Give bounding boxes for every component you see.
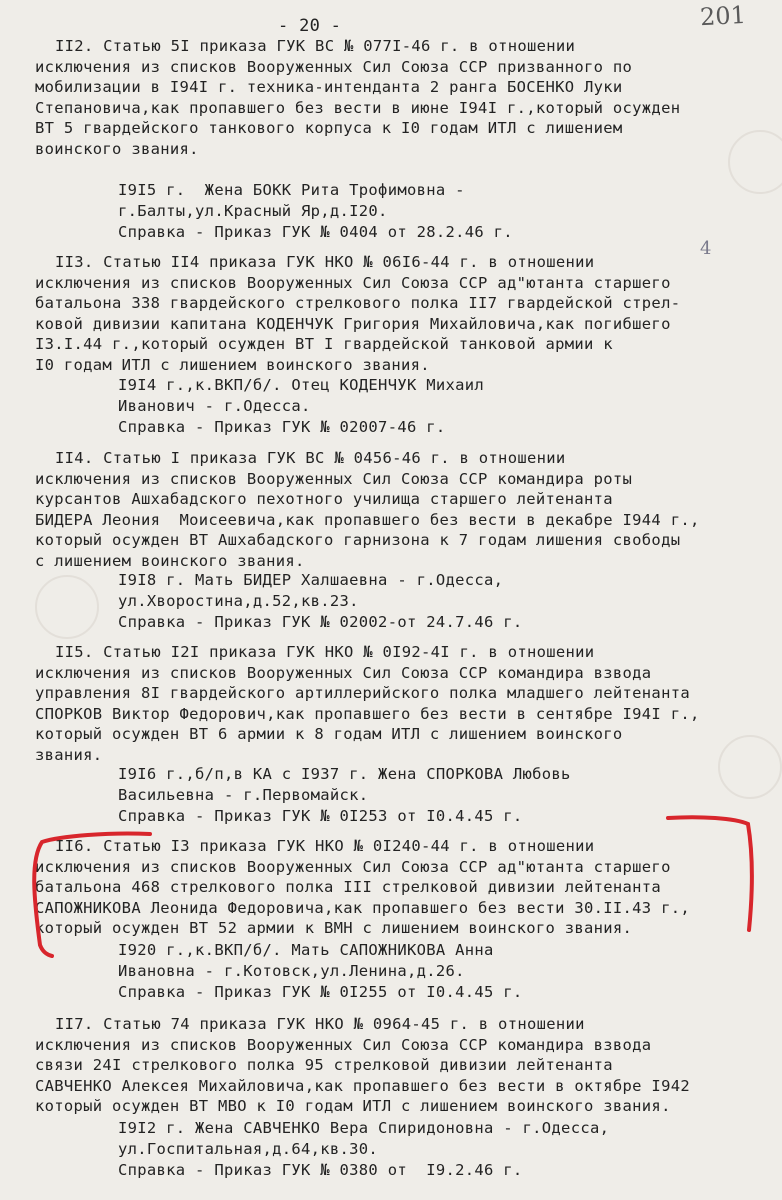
watermark-stamp	[35, 575, 99, 639]
entry-paragraph-line: воинского звания.	[35, 140, 199, 158]
entry-detail-line: I9I5 г. Жена БОКК Рита Трофимовна -	[118, 181, 465, 199]
entry-detail-line: Справка - Приказ ГУК № 0I253 от I0.4.45 г.	[118, 806, 523, 825]
entry-detail-line: Справка - Приказ ГУК № 02007-46 г.	[118, 417, 446, 436]
entry-paragraph-line: БИДЕРА Леония Моисеевича,как пропавшего без вести в декабре I944 г.,	[35, 510, 700, 529]
margin-mark-handwritten: 4	[700, 238, 712, 259]
entry-paragraph-line: исключения из списков Вооруженных Сил Союза ССР призванного по	[35, 57, 633, 76]
watermark-stamp	[718, 735, 782, 799]
entry-paragraph-line: I0 годам ИТЛ с лишением воинского звания.	[35, 356, 430, 374]
entry-paragraph-line: батальона 468 стрелкового полка III стрелковой дивизии лейтенанта	[35, 878, 662, 897]
entry-paragraph-line: II6. Статью I3 приказа ГУК НКО № 0I240-44 г. в отношении	[55, 837, 595, 855]
entry-paragraph-line: управления 8I гвардейского артиллерийского полка младшего лейтенанта	[35, 684, 690, 703]
entry-paragraph-line: II3. Статью II4 приказа ГУК НКО № 06I6-44 г. в отношении	[55, 253, 595, 271]
entry-detail-line: Иванович - г.Одесса.	[118, 396, 311, 415]
entry-detail-line: Справка - Приказ ГУК № 02002-от 24.7.46 г.	[118, 612, 523, 631]
entry-detail-line: Справка - Приказ ГУК № 0404 от 28.2.46 г.	[118, 222, 513, 241]
entry-paragraph-line: связи 24I стрелкового полка 95 стрелковой дивизии лейтенанта	[35, 1056, 613, 1075]
entry-paragraph-line: исключения из списков Вооруженных Сил Союза ССР командира роты	[35, 469, 633, 488]
entry-paragraph-line: II4. Статью I приказа ГУК ВС № 0456-46 г. в отношении	[55, 449, 566, 467]
entry-paragraph-line: исключения из списков Вооруженных Сил Союза ССР ад"ютанта старшего	[35, 273, 671, 292]
entry-paragraph-line: который осужден ВТ МВО к I0 годам ИТЛ с лишением воинского звания.	[35, 1097, 671, 1116]
entry-paragraph-line: СПОРКОВ Виктор Федорович,как пропавшего без вести в сентябре I94I г.,	[35, 704, 700, 723]
entry-detail-line: I9I8 г. Мать БИДЕР Халшаевна - г.Одесса,	[118, 571, 504, 589]
entry-detail-line: I920 г.,к.ВКП/б/. Мать САПОЖНИКОВА Анна	[118, 941, 494, 959]
entry-paragraph-line: ВТ 5 гвардейского танкового корпуса к I0 годам ИТЛ с лишением	[35, 119, 623, 138]
entry-paragraph-line: Степановича,как пропавшего без вести в июне I94I г.,который осужден	[35, 98, 681, 117]
entry-paragraph-line: САВЧЕНКО Алексея Михайловича,как пропавшего без вести в октябре I942	[35, 1076, 690, 1095]
entry-paragraph-line: с лишением воинского звания.	[35, 552, 305, 570]
entry-paragraph-line: I3.I.44 г.,который осужден ВТ I гвардейской танковой армии к	[35, 335, 613, 354]
entry-detail-line: ул.Хворостина,д.52,кв.23.	[118, 591, 359, 610]
entry-paragraph-line: который осужден ВТ Ашхабадского гарнизона к 7 годам лишения свободы	[35, 531, 681, 550]
page-number: - 20 -	[278, 16, 342, 36]
entry-paragraph-line: САПОЖНИКОВА Леонида Федоровича,как пропавшего без вести 30.II.43 г.,	[35, 898, 690, 917]
entry-detail-line: Ивановна - г.Котовск,ул.Ленина,д.26.	[118, 961, 465, 980]
entry-paragraph-line: мобилизации в I94I г. техника-интенданта 2 ранга БОСЕНКО Луки	[35, 78, 623, 97]
entry-detail-line: I9I6 г.,б/п,в КА с I937 г. Жена СПОРКОВА Любовь	[118, 765, 571, 783]
entry-paragraph-line: курсантов Ашхабадского пехотного училища старшего лейтенанта	[35, 490, 613, 509]
entry-detail-line: Справка - Приказ ГУК № 0I255 от I0.4.45 г.	[118, 982, 523, 1001]
entry-paragraph-line: батальона 338 гвардейского стрелкового полка II7 гвардейской стрел-	[35, 294, 681, 313]
entry-paragraph-line: исключения из списков Вооруженных Сил Союза ССР командира взвода	[35, 663, 652, 682]
entry-detail-line: ул.Госпитальная,д.64,кв.30.	[118, 1139, 379, 1158]
entry-detail-line: Васильевна - г.Первомайск.	[118, 785, 369, 804]
entry-paragraph-line: ковой дивизии капитана КОДЕНЧУК Григория Михайловича,как погибшего	[35, 314, 671, 333]
watermark-stamp	[728, 130, 782, 194]
entry-paragraph-line: звания.	[35, 746, 103, 764]
entry-paragraph-line: исключения из списков Вооруженных Сил Союза ССР командира взвода	[35, 1035, 652, 1054]
entry-paragraph-line: II5. Статью I2I приказа ГУК НКО № 0I92-4I г. в отношении	[55, 643, 595, 661]
entry-paragraph-line: II2. Статью 5I приказа ГУК ВС № 077I-46 г. в отношении	[55, 37, 576, 55]
entry-detail-line: Справка - Приказ ГУК № 0380 от I9.2.46 г.	[118, 1160, 523, 1179]
entry-paragraph-line: II7. Статью 74 приказа ГУК НКО № 0964-45 г. в отношении	[55, 1015, 585, 1033]
entry-paragraph-line: исключения из списков Вооруженных Сил Союза ССР ад"ютанта старшего	[35, 857, 671, 876]
entry-detail-line: I9I2 г. Жена САВЧЕНКО Вера Спиридоновна - г.Одесса,	[118, 1119, 610, 1137]
archive-number-handwritten: 201	[699, 0, 747, 32]
entry-paragraph-line: который осужден ВТ 52 армии к ВМН с лишением воинского звания.	[35, 919, 633, 938]
entry-paragraph-line: который осужден ВТ 6 армии к 8 годам ИТЛ с лишением воинского	[35, 725, 623, 744]
entry-detail-line: г.Балты,ул.Красный Яр,д.I20.	[118, 201, 388, 220]
entry-detail-line: I9I4 г.,к.ВКП/б/. Отец КОДЕНЧУК Михаил	[118, 376, 485, 394]
